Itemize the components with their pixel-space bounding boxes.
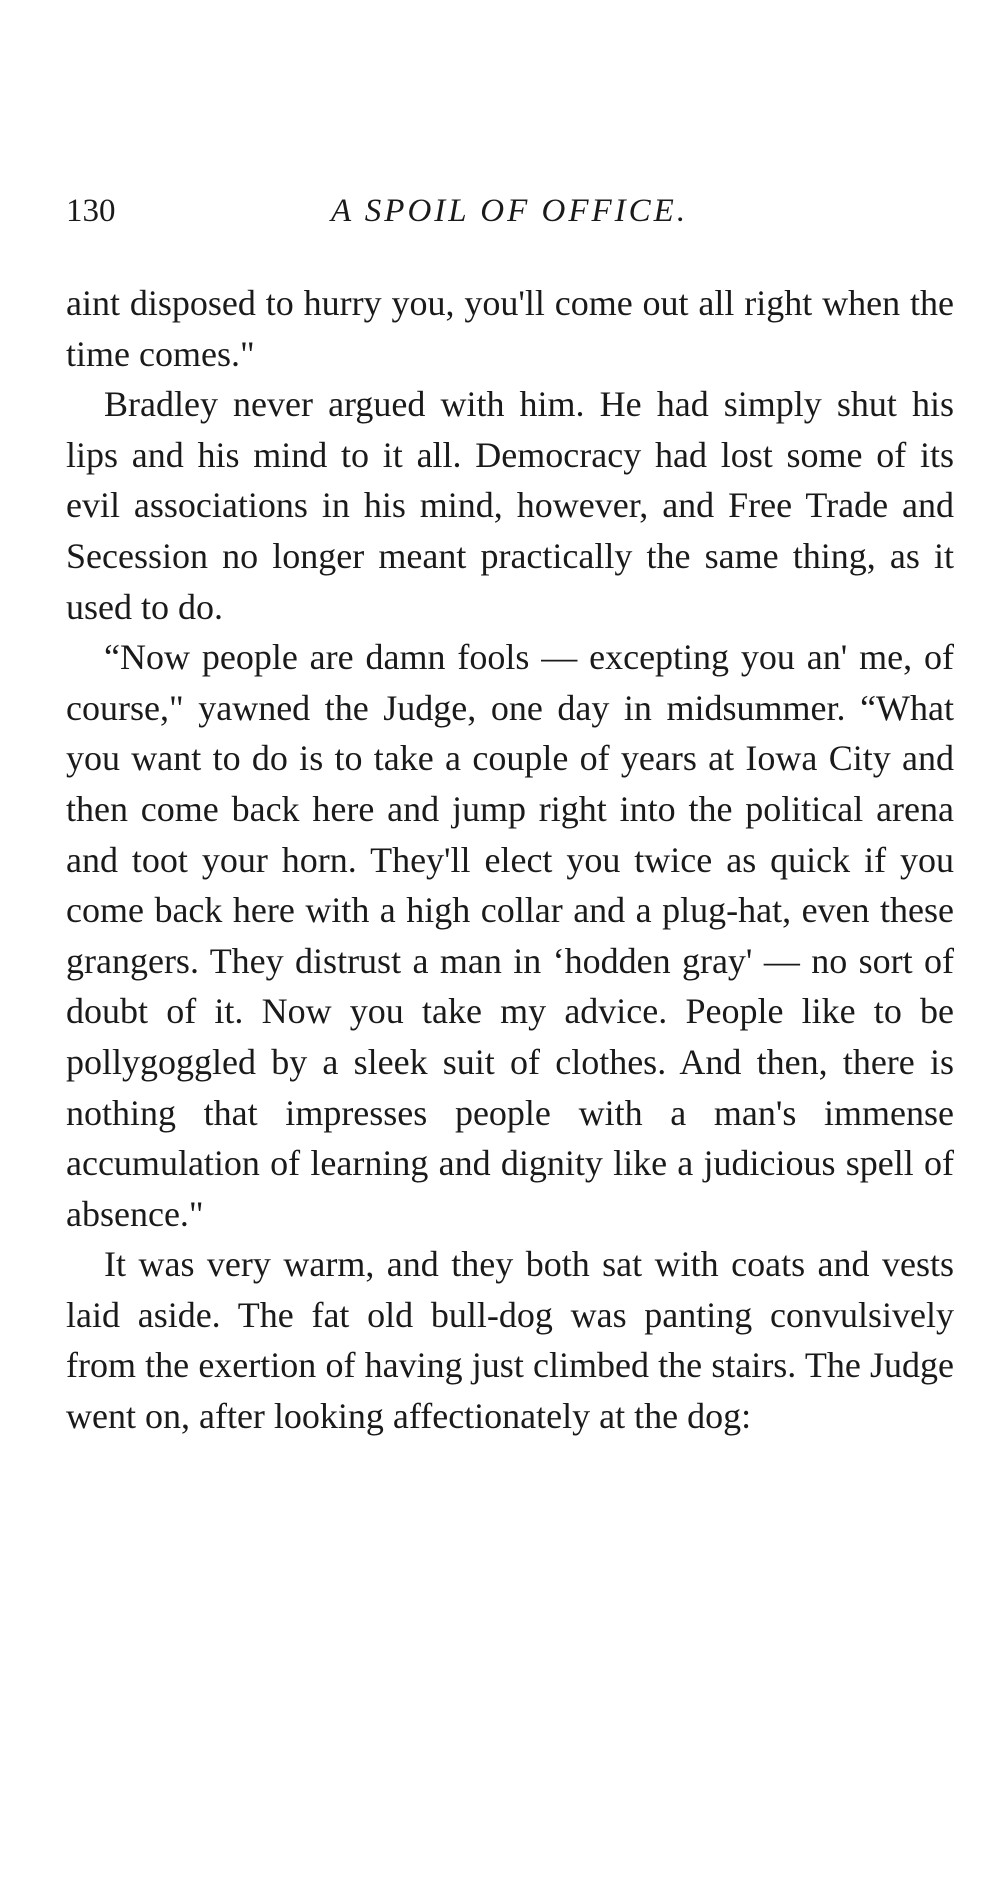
book-title: A SPOIL OF OFFICE. (331, 193, 689, 229)
paragraph-continued: aint disposed to hurry you, you'll come out all right when the time comes." (66, 283, 954, 374)
running-head (66, 189, 956, 233)
paragraph: “Now people are damn fools — excepting you an' me, of course," yawned the Judge, one day in midsummer. “What you want to do is to take a couple of years at Iowa City and then come back here and jump right into the political arena and toot your horn. They'll elect you twice as quick if you come back here with a high collar and a plug-hat, even these grangers. They distrust a man in ‘hodden gray' — no sort of doubt of it. Now you take my advice. People like to be pollygoggled by a sleek suit of clothes. And then, there is nothing that impresses people with a man's immense accumulation of learning and dignity like a judicious spell of absence." (66, 637, 954, 1234)
paragraph: It was very warm, and they both sat with coats and vests laid aside. The fat old bull-dog was panting convulsively from the exertion of having just climbed the stairs. The Judge went on, after looking affectionately at the dog: (66, 1244, 954, 1437)
body-text (66, 278, 954, 1442)
page-number: 130 (66, 193, 116, 229)
paragraph: Bradley never argued with him. He had simply shut his lips and his mind to it all. Democracy had lost some of its evil associations in his mind, however, and Free Trade and Secession no longer meant practically the same thing, as it used to do. (66, 384, 954, 627)
